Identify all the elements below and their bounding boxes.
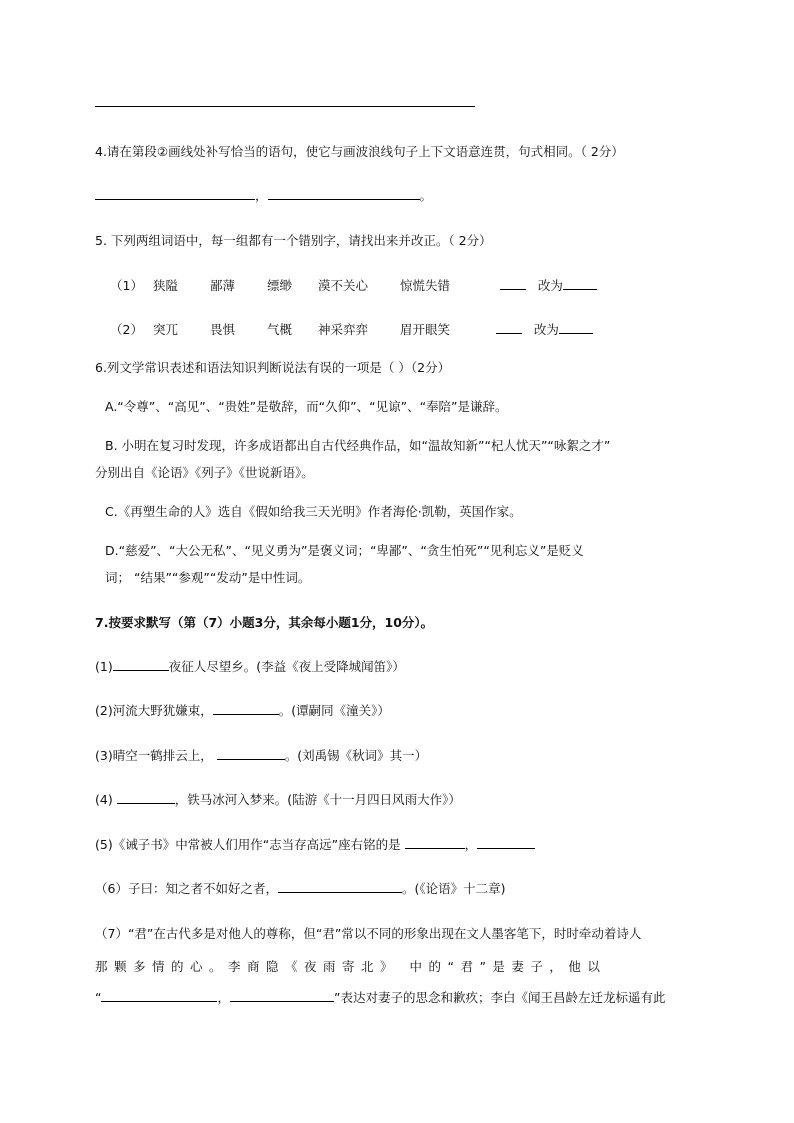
q7-item-2: (2)河流大野犹嫌束， 。(谭嗣同《潼关》） [95, 703, 390, 718]
answer-blank[interactable] [563, 277, 597, 290]
answer-blank[interactable] [268, 187, 420, 200]
q7-item-7-cont: 那颗多情的心。李商隐《夜雨寄北》 中的“君”是妻子，他以 [95, 959, 607, 974]
answer-blank[interactable] [278, 880, 402, 893]
q7-item-5: (5)《诫子书》中常被人们用作“志当存高远”座右铭的是 ， [95, 835, 535, 853]
option-a: A.“令尊”、“高见”、“贵姓”是敬辞，而“久仰”、“见谅”、“奉陪”是谦辞。 [105, 399, 508, 414]
question-7-title: 7.按要求默写（第（7）小题3分，其余每小题1分，10分）。 [95, 615, 434, 630]
q7-item-6: （6）子曰：知之者不如好之者， 。(《论语》十二章) [95, 881, 506, 896]
answer-blank[interactable] [500, 277, 526, 290]
question-5-row-2: （2） 突兀 畏惧 气概 神采弈弈 眉开眼笑 改为 [110, 320, 593, 338]
answer-blank[interactable] [496, 321, 522, 334]
question-5-row-1: （1） 狭隘 鄙薄 缥缈 漠不关心 惊慌失错 改为 [110, 276, 597, 294]
question-5: 5. 下列两组词语中，每一组都有一个错别字，请找出来并改正。（ 2分） [95, 233, 492, 248]
answer-blank[interactable] [95, 187, 255, 200]
answer-blank[interactable] [477, 836, 535, 849]
option-b-cont: 分别出自《论语》《列子》《世说新语》。 [95, 465, 314, 480]
q7-item-7-answer: “ ， ”表达对妻子的思念和歉疚；李白《闻王昌龄左迁龙标遥有此 [95, 990, 666, 1005]
option-b: B. 小明在复习时发现，许多成语都出自古代经典作品，如“温故知新”“杞人忧天”“咏絮之才” [105, 438, 611, 453]
answer-blank[interactable] [213, 702, 279, 715]
q7-item-4: (4) ，铁马冰河入梦来。(陆游《十一月四日风雨大作》） [95, 792, 461, 807]
answer-blank[interactable] [559, 321, 593, 334]
question-4: 4.请在第段②画线处补写恰当的语句，使它与画波浪线句子上下文语意连贯，句式相同。（ 2分） [95, 144, 624, 159]
answer-blank[interactable] [217, 747, 285, 760]
q7-item-7: （7）“君”在古代多是对他人的尊称，但“君”常以不同的形象出现在文人墨客笔下，时时牵动着诗人 [95, 926, 642, 941]
question-6: 6.列文学常识表述和语法知识判断说法有误的一项是（ ）（2分） [95, 360, 451, 375]
answer-blank[interactable] [117, 791, 175, 804]
option-d-cont: 词； “结果”“参观”“发动”是中性词。 [105, 570, 311, 585]
option-c: C.《再塑生命的人》选自《假如给我三天光明》作者海伦·凯勒，英国作家。 [105, 504, 522, 519]
answer-blank[interactable] [230, 989, 334, 1002]
q7-item-1: (1) 夜征人尽望乡。(李益《夜上受降城闻笛》） [95, 659, 405, 674]
question-4-answer: ， 。 [95, 186, 432, 204]
option-d: D.“慈爱”、“大公无私”、“见义勇为”是褒义词；“卑鄙”、“贪生怕死”“见利忘义”是贬义 [105, 543, 584, 558]
answer-blank[interactable] [113, 658, 169, 671]
answer-blank[interactable] [405, 836, 465, 849]
q7-item-3: (3)晴空一鹤排云上， 。(刘禹锡《秋词》其一） [95, 748, 428, 763]
answer-blank[interactable] [101, 989, 217, 1002]
answer-line [95, 106, 475, 107]
